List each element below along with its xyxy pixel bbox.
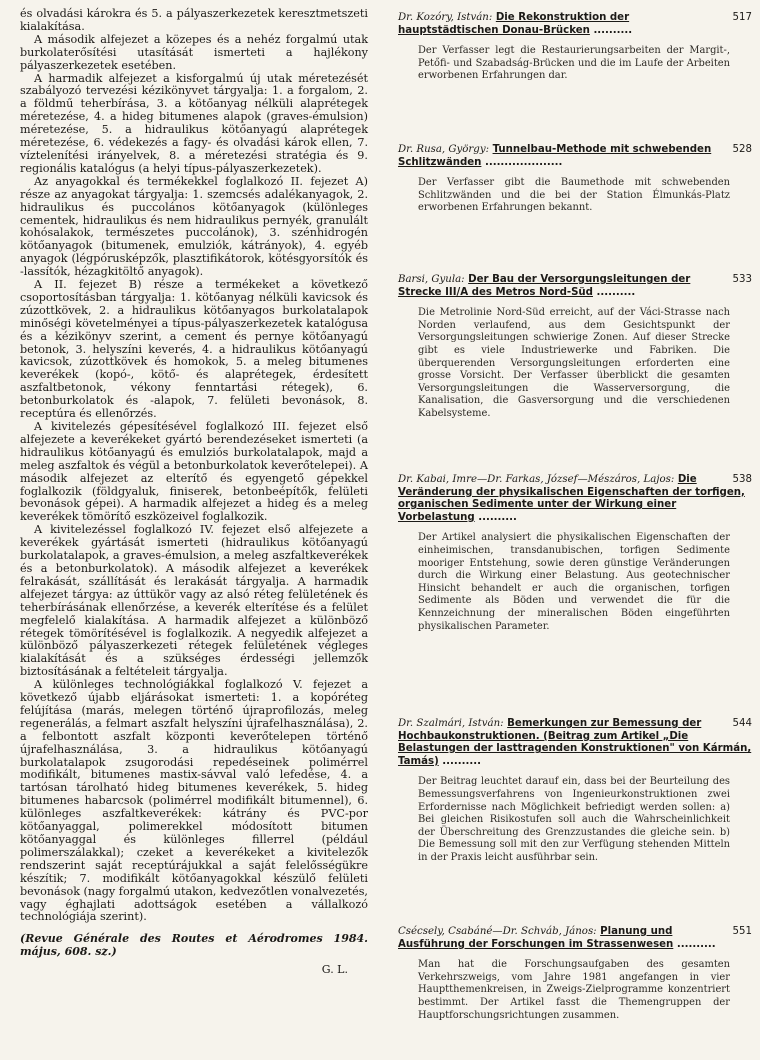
entry-leader-dots: .......... — [676, 938, 716, 950]
entry-author: Csécsely, Csabáné—Dr. Schváb, János: — [398, 926, 597, 937]
entry-abstract: Der Verfasser legt die Restaurierungsarbeiten der Margit-, Petőfi- und Szabadság-Brücken und die im Laufe der Arbeiten erworbenen Erfahrungen dar. — [418, 45, 730, 82]
entry-heading — [398, 926, 754, 951]
source-citation: (Revue Générale des Routes et Aérodromes 1984. május, 608. sz.) — [20, 932, 368, 959]
abstract-entry — [398, 12, 754, 83]
paragraph: Az anyagokkal és termékekkel foglalkozó II. fejezet A) része az anyagokat tárgyalja: 1. szemcsés adalékanyagok, 2. hidraulikus és puccolános kötőanyagok (különleges cementek, hidraulikus és nem hidraulikus pernyék, granulált kohósalakok, természetes puccolánok), 3. szénhidrogén kötőanyagok (bitumenek, emulziók, kátrányok), 4. egyéb anyagok (légpórusképzők, plasztifikátorok, kötésgyorsítók és -lassítók, hézagkitöltő anyagok). — [20, 174, 368, 279]
entry-title: Der Bau der Versorgungsleitungen der Strecke III/A des Metros Nord-Süd — [398, 274, 691, 298]
abstract-entry — [398, 144, 754, 215]
author-signature: G. L. — [321, 963, 348, 977]
entry-page-number: 533 — [732, 274, 752, 285]
entry-title: Bemerkungen zur Bemessung der Hochbaukonstruktionen. (Beitrag zum Artikel „Die Belastungen der lasttragenden Konstruktionen" von Kármán, Tamás) — [398, 718, 752, 767]
entry-leader-dots: .......... — [442, 755, 481, 767]
paragraph: és olvadási károkra és 5. a pályaszerkezetek keresztmetszeti kialakítása. — [20, 7, 368, 33]
entry-abstract: Die Metrolinie Nord-Süd erreicht, auf der Váci-Strasse nach Norden verlaufend, aus dem Gesichtspunkt der Versorgungsleitungen schwierige Zonen. Auf dieser Strecke gibt es viele Industriewerke und Fabriken. Die überquerenden Versorgungsleitungen erforderten eine grosse Vorsicht. Der Verfasser überblickt die gesamten Versorgungsleitungen die Wasserversorgung, die Kanalisation, die Gasversorgung und die verschiedenen Kabelsysteme. — [418, 307, 730, 419]
entry-abstract: Der Beitrag leuchtet darauf ein, dass bei der Beurteilung des Bemessungsverfahrens von Ingenieurkonstruktionen zwei Erfordernisse nach Möglichkeit befriedigt werden sollen: a) Bei gleichen Risikostufen soll auch die Wahrscheinlichkeit der Überschreitung des Grenzzustandes die gleiche sein. b) Die Bemessung soll mit den zur Verfügung stehenden Mitteln in der Praxis leicht ausführbar sein. — [418, 776, 730, 863]
entry-leader-dots: .......... — [596, 286, 636, 298]
paragraph: A kivitelezés gépesítésével foglalkozó III. fejezet első alfejezete a keverékeket gyártó berendezéseket ismerteti (a hidraulikus kötőanyagú és emulziós burkolatalapok, majd a meleg aszfaltok és végül a betonburkolatok keverőtelepei). A második alfejezet az elterítő és egyengető gépekkel foglalkozik (földgyaluk, finiserek, betonbeépítők, felületi bevonások gépei). A harmadik alfejezet a hideg és a meleg keverékek tömörítő eszközeivel foglalkozik. — [20, 420, 368, 524]
entry-abstract: Der Artikel analysiert die physikalischen Eigenschaften der einheimischen, transdanubischen, torfigen Sedimente mooriger Entstehung, sowie deren günstige Veränderungen durch die Wirkung einer Belastung. Aus geotechnischer Hinsicht behandelt er auch die organischen, torfigen Sedimente als Böden und verwendet die für die Kennzeichnung der mineralischen Böden eingeführten physikalischen Parameter. — [418, 532, 730, 632]
entry-author: Dr. Szalmári, István: — [398, 718, 504, 729]
entry-title: Die Rekonstruktion der hauptstädtischen Donau-Brücken — [398, 12, 630, 36]
entry-title: Planung und Ausführung der Forschungen im Strassenwesen — [398, 926, 674, 950]
abstract-entry — [398, 474, 754, 633]
entry-page-number: 538 — [732, 474, 752, 485]
entry-title: Tunnelbau-Methode mit schwebenden Schlitzwänden — [398, 144, 712, 168]
paragraph: A II. fejezet B) része a termékeket a következő csoportosításban tárgyalja: 1. kötőanyag nélküli kavicsok és zúzottkövek, 2. a hidraulikus kötőanyagos burkolatalapok minőségi követelményei a típus-pályaszerkezetek katalógusa és a kézikönyv szerint, a cement és pernye kötőanyagú betonok, 3. helyszíni keverés, 4. a hidraulikus kötőanyagú kavicsok, zúzottkövek és homokok, 5. a meleg bitumenes keverékek (kopó-, kötő- és alaprétegek, érdesített aszfaltbetonok, vékony fenntartási rétegek), 6. betonburkolatok és -alapok, 7. felületi bevonások, 8. receptúra és ellenőrzés. — [20, 278, 368, 421]
entry-abstract: Der Verfasser gibt die Baumethode mit schwebenden Schlitzwänden und die bei der Station Élmunkás-Platz erworbenen Erfahrungen bekannt. — [418, 177, 730, 214]
entry-heading — [398, 144, 754, 169]
entry-abstract: Man hat die Forschungsaufgaben des gesamten Verkehrszweigs, vom Jahre 1981 angefangen in vier Hauptthemenkreisen, in Zweigs-Zielprogramme konzentriert bestimmt. Der Artikel fasst die Themengruppen der Hauptforschungsrichtungen zusammen. — [418, 959, 730, 1021]
entry-heading — [398, 274, 754, 299]
paragraph: A különleges technológiákkal foglalkozó V. fejezet a következő újabb eljárásokat ismerteti: 1. a kopóréteg felújítása (marás, melegen történő újraprofilozás, meleg regenerálás, a felmart aszfalt helyszíni újrafelhasználása), 2. a felbontott aszfalt központi keverőtelepen történő újrafelhasználása, 3. a hidraulikus kötőanyagú burkolatalapok zsugorodási repedéseinek polimérrel modifikált, bitumenes mastix-sávval való lefedése, 4. a tartósan tárolható hideg bitumenes keverékek, 5. hideg bitumenes habarcsok (polimérrel modifikált bitumennel), 6. különleges aszfaltkeverékek: kátrány és PVC-por kötőanyaggal, polimerekkel módosított bitumen kötőanyaggal és különleges fillerrel (például polimerszálakkal); czeket a keverékeket a kivitelezők rendszerint saját receptúrájukkal a saját felelősségükre készítik; 7. modifikált kötőanyagokkal készülő felületi bevonások (nagy forgalmú utakon, kedvezőtlen vonalvezetés, vagy éghajlati adottságok esetében a vállalkozó technológiája szerint). — [20, 678, 368, 924]
left-column-hungarian-text — [20, 8, 368, 977]
entry-leader-dots: .......... — [478, 511, 517, 523]
entry-author: Dr. Kozóry, István: — [398, 12, 493, 23]
entry-author: Dr. Kabai, Imre—Dr. Farkas, József—Mészáros, Lajos: — [398, 474, 675, 485]
entry-heading — [398, 12, 754, 37]
abstract-entry — [398, 274, 754, 421]
entry-author: Barsi, Gyula: — [398, 274, 465, 285]
abstract-entry — [398, 718, 754, 865]
paragraph: A harmadik alfejezet a kisforgalmú új utak méretezését szabályozó tervezési kézikönyvet tárgyalja: 1. a forgalom, 2. a földmű teherbírása, 3. a kötőanyag nélküli alaprétegek méretezése, 4. a hideg bitumenes alapok (graves-émulsion) méretezése, 5. a hidraulikus kötőanyagú alaprétegek méretezése, 6. védekezés a fagy- és olvadási károk ellen, 7. víztelenítési irányelvek, 8. a méretezési stratégia és 9. regionális katalógus (a helyi típus-pályaszerkezetek). — [20, 71, 368, 175]
entry-page-number: 551 — [732, 926, 752, 937]
abstract-entry — [398, 926, 754, 1022]
entry-leader-dots: .......... — [593, 24, 633, 36]
paragraph: A kivitelezéssel foglalkozó IV. fejezet első alfejezete a keverékek gyártását ismerteti (hidraulikus kötőanyagú burkolatalapok, a graves-émulsion, a meleg aszfaltkeverékek és a betonburkolatok). A második alfejezet a keverékek felrakását, szállítását és lerakását tárgyalja. A harmadik alfejezet tárgya: az úttükör vagy az alsó réteg felületének és teherbírásának ellenőrzése, a keverék elterítése és a felület megfelelő kialakítása. A harmadik alfejezet a különböző rétegek tömörítésével is foglalkozik. A negyedik alfejezet a különböző pályaszerkezeti rétegek felületének végleges kialakítását és a szükséges érdességi jellemzők biztosításának a feltételeit tárgyalja. — [20, 523, 368, 679]
entry-title: Die Veränderung der physikalischen Eigenschaften der torfigen, organischen Sedimente unter der Wirkung einer Vorbelastung — [398, 474, 745, 523]
entry-heading — [398, 718, 754, 768]
entry-page-number: 517 — [732, 12, 752, 23]
entry-heading — [398, 474, 754, 524]
entry-page-number: 544 — [732, 718, 752, 729]
entry-page-number: 528 — [732, 144, 752, 155]
entry-author: Dr. Rusa, György: — [398, 144, 490, 155]
paragraph: A második alfejezet a közepes és a nehéz forgalmú utak burkolaterősítési utasítását ismerteti a hajlékony pályaszerkezetek esetében. — [20, 32, 368, 72]
entry-leader-dots: .................... — [484, 156, 563, 168]
